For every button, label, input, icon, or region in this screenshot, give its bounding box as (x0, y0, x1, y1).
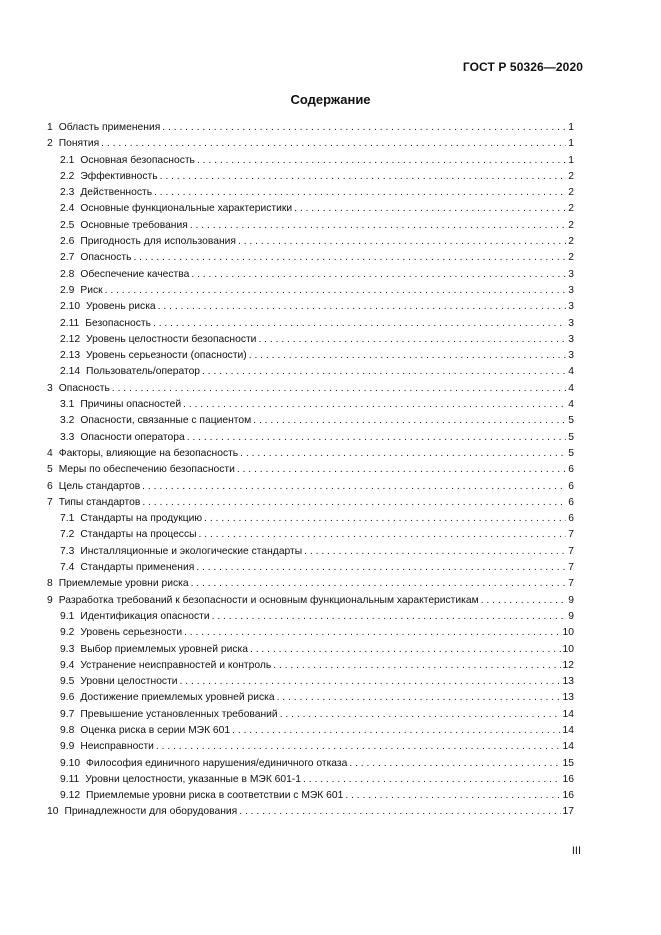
dot-leader (184, 625, 560, 641)
toc-entry-page: 14 (562, 724, 574, 736)
toc-entry[interactable] (47, 267, 574, 283)
toc-entry-label: Основные требования (80, 219, 188, 231)
dot-leader (142, 495, 566, 511)
toc-entry-number: 9.2 (60, 627, 75, 639)
toc-entry-number: 3.1 (60, 399, 75, 411)
toc-entry-label: Область применения (58, 122, 161, 133)
toc-entry-page: 7 (568, 562, 574, 574)
toc-entry-page: 3 (568, 301, 574, 313)
toc-entry-page: 3 (568, 350, 574, 362)
toc-entry[interactable] (47, 495, 574, 511)
dot-leader (191, 267, 566, 283)
toc-entry[interactable] (47, 625, 574, 641)
dot-leader (253, 413, 566, 429)
toc-entry-number: 7.1 (60, 513, 75, 525)
toc-entry[interactable] (47, 169, 574, 185)
toc-entry-page: 12 (562, 659, 574, 671)
toc-entry-number: 7.2 (60, 529, 75, 541)
toc-entry-number: 2.1 (60, 154, 75, 166)
toc-entry[interactable] (47, 690, 574, 706)
toc-entry-label: Уровень серьезности (80, 627, 183, 639)
toc-entry[interactable] (47, 723, 574, 739)
toc-entry-label: Действенность (80, 187, 153, 199)
dot-leader (238, 234, 566, 250)
toc-entry-label: Причины опасностей (80, 399, 182, 411)
toc-entry-number: 2.7 (60, 252, 75, 264)
toc-entry[interactable] (47, 381, 574, 397)
toc-entry-number: 2 (47, 138, 53, 150)
toc-entry-label: Опасность (80, 252, 132, 264)
toc-entry-number: 2.3 (60, 187, 75, 199)
dot-leader (258, 332, 566, 348)
toc-entry-label: Обеспечение качества (80, 268, 190, 280)
toc-entry-number: 9.10 (60, 757, 81, 769)
dot-leader (180, 674, 561, 690)
dot-leader (199, 527, 567, 543)
toc-entry-number: 2.5 (60, 219, 75, 231)
toc-entry-page: 6 (568, 480, 574, 492)
toc-entry-number: 9.9 (60, 741, 75, 753)
toc-entry[interactable] (47, 283, 574, 299)
toc-entry-number: 2.12 (60, 333, 81, 345)
toc-entry-label: Уровни целостности, указанные в МЭК 601-1 (85, 773, 302, 785)
toc-entry-number: 2.13 (60, 350, 81, 362)
toc-entry[interactable] (47, 593, 574, 609)
dot-leader (481, 593, 567, 609)
dot-leader (160, 169, 567, 185)
toc-entry-page: 7 (568, 545, 574, 557)
toc-entry-label: Идентификация опасности (80, 610, 210, 622)
toc-entry-label: Опасности оператора (80, 431, 185, 443)
toc-entry-page: 6 (568, 513, 574, 525)
toc-entry-page: 13 (562, 676, 574, 688)
dot-leader (212, 609, 567, 625)
toc-entry-page: 2 (568, 203, 574, 215)
page-number: III (571, 845, 581, 857)
toc-entry-label: Неисправности (80, 741, 154, 753)
toc-entry-page: 5 (568, 447, 574, 459)
toc-entry-page: 2 (568, 187, 574, 199)
toc-entry[interactable] (47, 397, 574, 413)
toc-entry-number: 9 (47, 594, 53, 606)
toc-entry-number: 9.12 (60, 790, 81, 802)
dot-leader (204, 511, 566, 527)
dot-leader (101, 136, 566, 152)
toc-entry-page: 1 (568, 154, 574, 166)
toc-entry-page: 1 (568, 122, 574, 133)
toc-entry-label: Факторы, влияющие на безопасность (58, 447, 239, 459)
toc-entry-page: 13 (562, 692, 574, 704)
toc-entry-number: 1 (47, 122, 53, 133)
toc-entry[interactable] (47, 185, 574, 201)
toc-entry[interactable] (47, 120, 574, 136)
toc-entry-number: 2.10 (60, 301, 81, 313)
toc-entry-label: Оценка риска в серии МЭК 601 (80, 724, 231, 736)
toc-entry-number: 9.5 (60, 676, 75, 688)
dot-leader (187, 430, 567, 446)
toc-entry[interactable] (47, 234, 574, 250)
toc-entry-number: 9.11 (60, 773, 80, 785)
toc-entry[interactable] (47, 609, 574, 625)
toc-entry[interactable] (47, 218, 574, 234)
toc-entry-label: Уровень целостности безопасности (86, 333, 257, 345)
toc-entry-page: 9 (568, 610, 574, 622)
toc-entry[interactable] (47, 658, 574, 674)
toc-entry[interactable] (47, 674, 574, 690)
toc-entry-number: 3.2 (60, 415, 75, 427)
toc-entry-label: Уровень риска (86, 301, 156, 313)
toc-entry-label: Приемлемые уровни риска (58, 578, 189, 590)
toc-entry-page: 6 (568, 496, 574, 508)
toc-entry-page: 1 (568, 138, 574, 150)
toc-entry-page: 5 (568, 415, 574, 427)
toc-entry-label: Цель стандартов (58, 480, 141, 492)
toc-entry[interactable] (47, 576, 574, 592)
toc-entry-label: Стандарты применения (80, 562, 195, 574)
dot-leader (105, 283, 567, 299)
toc-entry-number: 9.6 (60, 692, 75, 704)
toc-entry-page: 2 (568, 252, 574, 264)
toc-entry-label: Приемлемые уровни риска в соответствии с МЭК 601 (86, 790, 344, 802)
toc-entry-page: 15 (562, 757, 574, 769)
dot-leader (142, 479, 566, 495)
toc-entry[interactable] (47, 479, 574, 495)
toc-entry-label: Основная безопасность (80, 154, 195, 166)
toc-entry[interactable] (47, 544, 574, 560)
dot-leader (191, 576, 567, 592)
toc-entry-number: 2.14 (60, 366, 81, 378)
toc-entry-page: 3 (568, 317, 574, 329)
toc-entry-label: Пригодность для использования (80, 236, 236, 248)
dot-leader (133, 250, 566, 266)
dot-leader (303, 772, 561, 788)
toc-entry-number: 9.4 (60, 659, 75, 671)
toc-entry-page: 4 (568, 366, 574, 378)
dot-leader (154, 185, 566, 201)
toc-entry-page: 6 (568, 464, 574, 476)
toc-entry-label: Инсталляционные и экологические стандарты (80, 545, 303, 557)
toc-entry-page: 10 (562, 643, 574, 655)
toc-entry-label: Превышение установленных требований (80, 708, 278, 720)
toc-entry-label: Основные функциональные характеристики (80, 203, 293, 215)
dot-leader (158, 299, 567, 315)
dot-leader (349, 756, 560, 772)
toc-entry-label: Устранение неисправностей и контроль (80, 659, 272, 671)
toc-entry-number: 2.11 (60, 317, 80, 329)
dot-leader (273, 658, 560, 674)
toc-entry-label: Безопасность (85, 317, 151, 329)
toc-entry-page: 14 (562, 741, 574, 753)
toc-entry[interactable] (47, 788, 574, 804)
dot-leader (196, 560, 566, 576)
toc-entry-page: 4 (568, 382, 574, 394)
toc-entry-page: 3 (568, 284, 574, 296)
dot-leader (249, 348, 567, 364)
toc-entry-page: 17 (562, 806, 574, 818)
dot-leader (237, 462, 566, 478)
dot-leader (239, 804, 560, 820)
toc-entry-page: 3 (568, 268, 574, 280)
toc-entry[interactable] (47, 511, 574, 527)
page-title: Содержание (290, 92, 371, 107)
toc-entry-label: Философия единичного нарушения/единичного отказа (86, 757, 348, 769)
toc-entry-label: Меры по обеспечению безопасности (58, 464, 235, 476)
dot-leader (277, 690, 561, 706)
dot-leader (153, 316, 566, 332)
toc-entry[interactable] (47, 316, 574, 332)
toc-entry[interactable] (47, 772, 574, 788)
dot-leader (162, 120, 566, 136)
toc-entry-page: 4 (568, 399, 574, 411)
toc-entry-number: 7.4 (60, 562, 75, 574)
toc-entry[interactable] (47, 299, 574, 315)
toc-entry[interactable] (47, 446, 574, 462)
dot-leader (112, 381, 566, 397)
toc-entry[interactable] (47, 642, 574, 658)
toc-entry-label: Пользователь/оператор (86, 366, 201, 378)
toc-entry[interactable] (47, 413, 574, 429)
document-code: ГОСТ Р 50326—2020 (462, 60, 583, 74)
toc-entry-label: Риск (80, 284, 103, 296)
toc-entry-label: Опасность (58, 382, 110, 394)
toc-entry[interactable] (47, 153, 574, 169)
toc-entry-page: 16 (562, 790, 574, 802)
toc-entry-number: 2.8 (60, 268, 75, 280)
toc-entry-number: 2.4 (60, 203, 75, 215)
toc-entry-page: 14 (562, 708, 574, 720)
toc-entry-number: 8 (47, 578, 53, 590)
toc-entry-page: 16 (562, 773, 574, 785)
toc-entry-page: 2 (568, 236, 574, 248)
toc-entry-label: Понятия (58, 138, 100, 150)
dot-leader (232, 723, 560, 739)
toc-entry-page: 5 (568, 431, 574, 443)
toc-entry-label: Принадлежности для оборудования (64, 806, 238, 818)
toc-entry-number: 9.8 (60, 724, 75, 736)
toc-entry[interactable] (47, 250, 574, 266)
toc-entry-number: 9.1 (60, 610, 75, 622)
toc-entry-number: 4 (47, 447, 53, 459)
toc-entry-label: Опасности, связанные с пациентом (80, 415, 252, 427)
toc-entry[interactable] (47, 364, 574, 380)
dot-leader (202, 364, 566, 380)
toc-entry[interactable] (47, 756, 574, 772)
toc-entry-number: 5 (47, 464, 53, 476)
toc-entry-label: Достижение приемлемых уровней риска (80, 692, 275, 704)
dot-leader (190, 218, 566, 234)
dot-leader (240, 446, 566, 462)
toc-entry-number: 6 (47, 480, 53, 492)
toc-entry-number: 3.3 (60, 431, 75, 443)
toc-entry-page: 7 (568, 529, 574, 541)
toc-entry-label: Выбор приемлемых уровней риска (80, 643, 248, 655)
toc-entry[interactable] (47, 348, 574, 364)
toc-entry-page: 7 (568, 578, 574, 590)
toc-entry-label: Стандарты на продукцию (80, 513, 203, 525)
dot-leader (156, 739, 561, 755)
toc-entry[interactable] (47, 739, 574, 755)
toc-entry-label: Стандарты на процессы (80, 529, 197, 541)
toc-entry[interactable] (47, 462, 574, 478)
toc-entry[interactable] (47, 332, 574, 348)
toc-entry-number: 7.3 (60, 545, 75, 557)
dot-leader (304, 544, 566, 560)
toc-entry-number: 9.7 (60, 708, 75, 720)
toc-entry[interactable] (47, 560, 574, 576)
toc-entry[interactable] (47, 527, 574, 543)
toc-entry-number: 7 (47, 496, 53, 508)
toc-entry-number: 2.6 (60, 236, 75, 248)
toc-entry[interactable] (47, 136, 574, 152)
toc-entry-page: 9 (568, 594, 574, 606)
toc-entry-number: 2.2 (60, 170, 75, 182)
toc-entry[interactable] (47, 430, 574, 446)
toc-entry[interactable] (47, 707, 574, 723)
dot-leader (280, 707, 561, 723)
toc-entry-label: Уровень серьезности (опасности) (86, 350, 247, 362)
toc-entry-page: 2 (568, 219, 574, 231)
toc-entry-number: 9.3 (60, 643, 75, 655)
table-of-contents (47, 120, 574, 821)
dot-leader (294, 201, 566, 217)
toc-entry-label: Разработка требований к безопасности и основным функциональным характеристикам (58, 594, 479, 606)
toc-entry-page: 2 (568, 170, 574, 182)
toc-entry-label: Типы стандартов (58, 496, 141, 508)
toc-entry-label: Эффективность (80, 170, 158, 182)
dot-leader (197, 153, 566, 169)
dot-leader (250, 642, 561, 658)
dot-leader (183, 397, 566, 413)
toc-entry-label: Уровни целостности (80, 676, 178, 688)
toc-entry-number: 2.9 (60, 284, 75, 296)
toc-entry-number: 10 (47, 806, 59, 818)
dot-leader (345, 788, 560, 804)
toc-entry[interactable] (47, 201, 574, 217)
toc-entry-number: 3 (47, 382, 53, 394)
toc-entry-page: 10 (562, 627, 574, 639)
toc-entry[interactable] (47, 804, 574, 820)
toc-entry-page: 3 (568, 333, 574, 345)
